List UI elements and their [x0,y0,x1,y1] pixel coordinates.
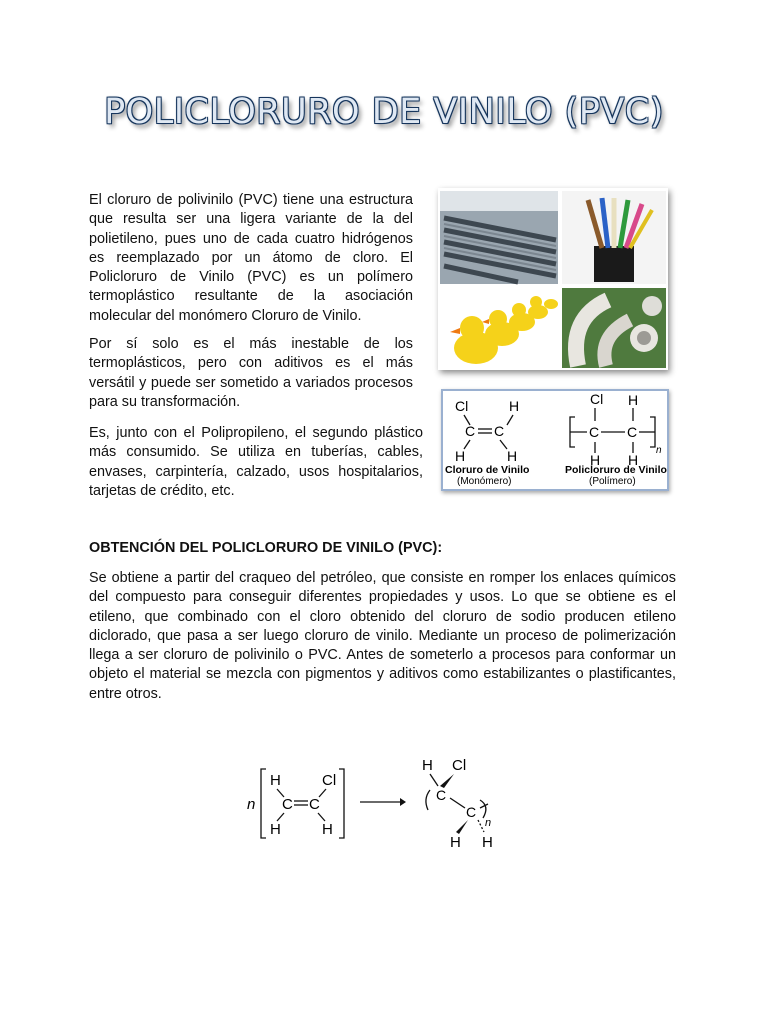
atom-c: C [282,796,293,813]
rubber-ducks-photo [440,288,558,368]
atom-h: H [270,821,281,838]
atom-h: H [270,772,281,789]
atom-h: H [422,757,433,774]
atom-h: H [450,834,461,851]
atom-h: H [507,448,518,464]
polymer-sublabel: (Polímero) [589,476,636,487]
atom-h: H [455,448,466,464]
atom-h: H [628,392,639,408]
atom-c: C [465,423,476,439]
monomer-structure [455,398,519,464]
atom-c: C [466,804,477,820]
left-bracket [261,769,266,838]
atom-h: H [482,834,493,851]
reaction-n-left: n [247,796,256,813]
polymer-structure [570,391,662,468]
monomer-label: Cloruro de Vinilo [445,464,530,476]
polymerization-reaction-diagram [240,752,510,857]
atom-c: C [309,796,320,813]
atom-cl: Cl [322,772,337,789]
atom-h: H [590,452,601,468]
section-body: Se obtiene a partir del craqueo del petróleo, que consiste en romper los enlaces químicos del compuesto para conseguir diferentes propiedades y usos. Lo que se obtiene es el etileno, que combinado con el cloro obtenido del cloruro de sodio producen etileno diclorado, que pasa a ser luego cloruro de vinilo. Mediante un proceso de polimerización llega a ser cloruro de polivinilo o PVC. Antes de someterlo a procesos para conformar un objeto el material se mezcla con pigmentos y aditivos como estabilizantes o plastificantes, entre otros. [89,570,676,702]
cables-photo [562,191,666,284]
section-heading: OBTENCIÓN DEL POLICLORURO DE VINILO (PVC): [89,540,443,556]
polymer-label: Policloruro de Vinilo [565,464,667,476]
atom-cl: Cl [590,391,604,407]
right-bracket [339,769,344,838]
atom-cl: Cl [452,757,467,774]
atom-c: C [436,787,447,803]
atom-cl: Cl [455,398,469,414]
atom-c: C [589,424,600,440]
usage-paragraph: Es, junto con el Polipropileno, el segundo plástico más consumido. Se utiliza en tuberías, cables, envases, carpintería, calzado, usos hospitalarios, tarjetas de crédito, etc. [89,425,423,499]
atom-c: C [627,424,638,440]
page-title: POLICLORURO DE VINILO (PVC) [104,92,664,132]
atom-h: H [322,821,333,838]
atom-c: C [494,423,505,439]
atom-h: H [509,398,520,414]
vinyl-chloride-structure-figure [441,389,669,491]
pvc-products-photo-collage [438,188,668,370]
reaction-arrowhead [400,798,406,806]
stability-paragraph: Por sí solo es el más inestable de los termoplásticos, pero con aditivos es el más versátil y puede ser sometido a variados procesos para su transformación. [89,336,413,410]
pipes-photo [440,191,558,284]
monomer-sublabel: (Monómero) [457,476,512,487]
atom-h: H [628,452,639,468]
atom-n: n [656,445,662,456]
intro-paragraph: El cloruro de polivinilo (PVC) tiene una estructura que resulta ser una ligera variante de la del polietileno, pues uno de cada cuatro hidrógenos es reemplazado por un átomo de cloro. El Policloruro de Vinilo (PVC) es un polímero termoplástico resultante de la asociación molecular del monómero Cloruro de Vinilo. [89,192,413,324]
pvc-fittings-photo [562,288,666,368]
reaction-n-right: n [485,817,492,829]
